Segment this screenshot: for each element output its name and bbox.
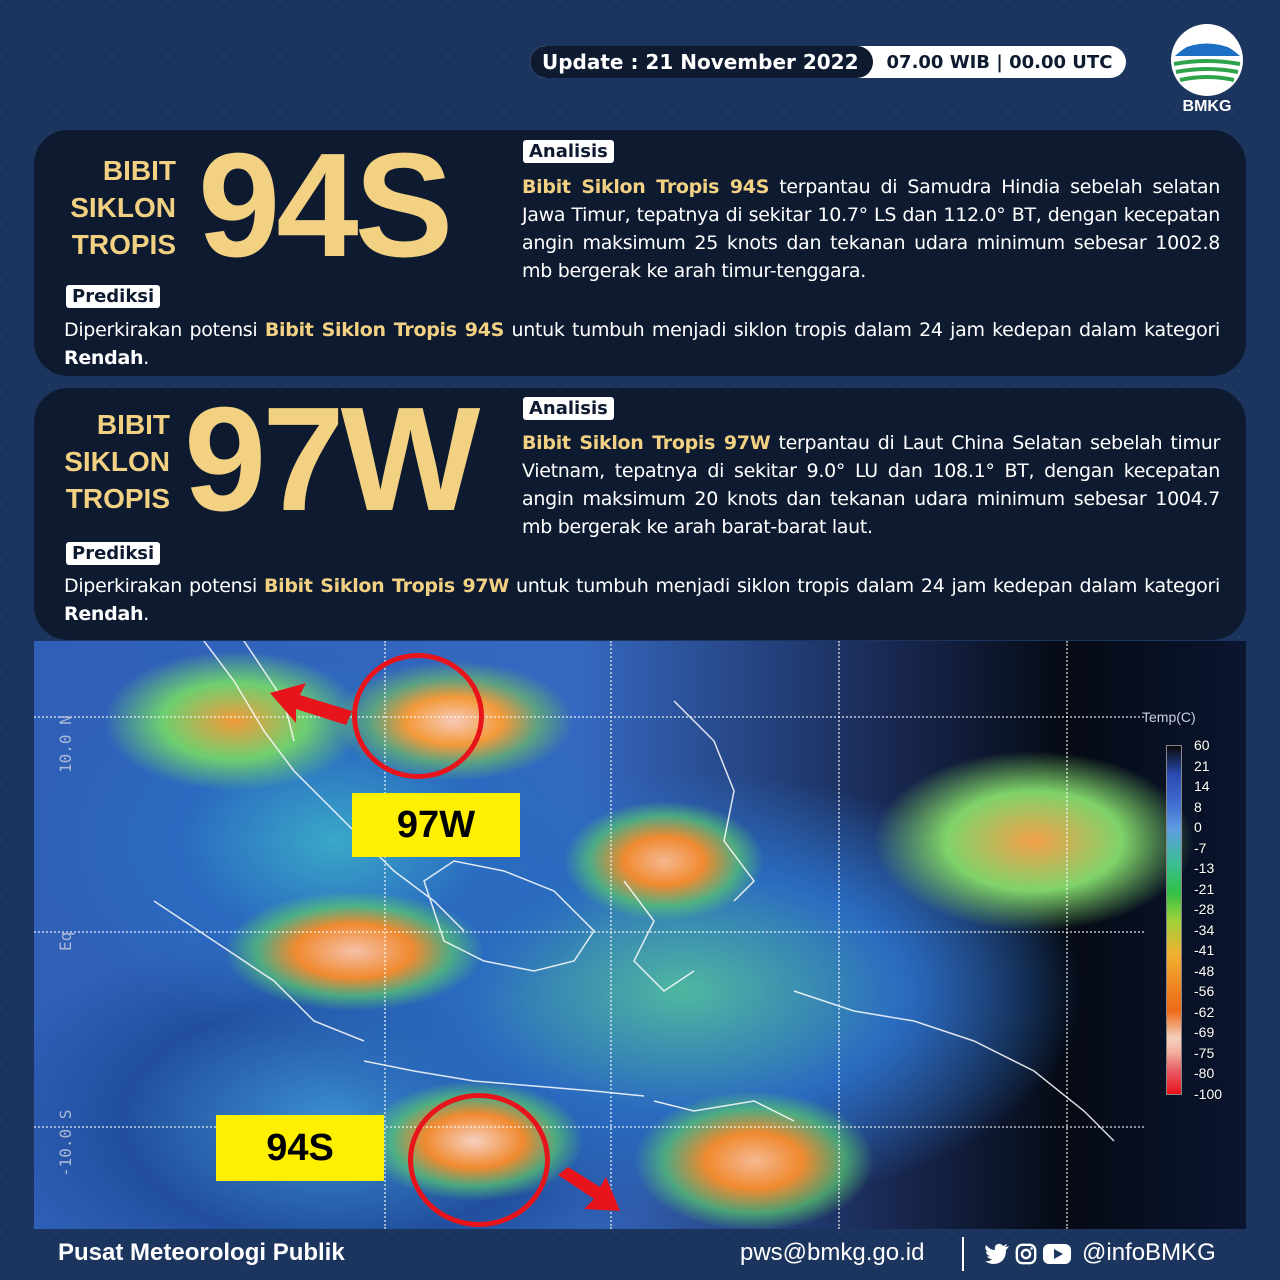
bibit-line-3: TROPIS [71, 229, 176, 260]
label-94s: 94S [216, 1115, 384, 1181]
colorbar-tick: 8 [1194, 798, 1202, 815]
footer-org: Pusat Meteorologi Publik [58, 1239, 345, 1266]
prediksi-name: Bibit Siklon Tropis 94S [264, 319, 505, 341]
cyclone-card-97w [34, 377, 1246, 640]
instagram-icon[interactable] [1014, 1243, 1038, 1265]
lat-label-top: 10.0 N [56, 715, 75, 773]
bibit-line-1: BIBIT [102, 155, 176, 186]
prediksi-post: untuk tumbuh menjadi siklon tropis dalam 24 jam kedepan dalam kategori [504, 319, 1220, 341]
prediksi-tag: Prediksi [66, 285, 160, 308]
colorbar-tick: -48 [1194, 962, 1215, 979]
footer-handle[interactable]: @infoBMKG [1082, 1239, 1216, 1266]
cyclone-code: 97W [184, 377, 477, 542]
prediksi-end: . [143, 347, 149, 369]
analisis-text [522, 173, 1220, 285]
colorbar-tick: -41 [1194, 942, 1215, 958]
colorbar-tick: 21 [1194, 757, 1210, 774]
analisis-name: Bibit Siklon Tropis 97W [522, 432, 771, 454]
update-time: 07.00 WIB | 00.00 UTC [886, 51, 1113, 73]
prediksi-pre: Diperkirakan potensi [64, 319, 265, 341]
bibit-label [64, 152, 176, 263]
label-97w: 97W [352, 793, 520, 857]
prediksi-tag: Prediksi [66, 542, 160, 565]
bibit-line-2: SIKLON [70, 192, 176, 223]
analisis-body: terpantau di Samudra Hindia sebelah selatan Jawa Timur, tepatnya di sekitar 10.7° LS dan 112.0° BT, dengan kecepatan angin maksimum 25 knots dan tekanan udara minimum sebesar 1002.8 mb bergerak ke arah timur-tenggara. [522, 176, 1221, 282]
satellite-map [34, 641, 1246, 1229]
analisis-name: Bibit Siklon Tropis 94S [522, 176, 770, 198]
lat-label-eq: Eq [56, 931, 75, 951]
social-icons [984, 1243, 1072, 1265]
analisis-text [522, 429, 1220, 541]
colorbar-ticks [1194, 737, 1244, 1106]
prediksi-category: Rendah [64, 603, 144, 625]
logo-text: BMKG [1182, 98, 1232, 115]
colorbar-tick: -80 [1194, 1065, 1215, 1081]
footer [0, 1229, 1280, 1280]
colorbar [1166, 745, 1182, 1095]
colorbar-tick: -75 [1194, 1044, 1215, 1061]
prediksi-category: Rendah [64, 347, 144, 369]
prediksi-text [64, 572, 1220, 628]
update-pill [530, 46, 1126, 78]
arrow-94s-icon [554, 1165, 624, 1215]
colorbar-title: Temp(C) [1142, 709, 1196, 725]
arrow-97w-icon [266, 681, 356, 731]
colorbar-tick: -62 [1194, 1003, 1215, 1020]
bibit-line-2: SIKLON [64, 446, 170, 477]
bibit-label [58, 406, 170, 517]
prediksi-name: Bibit Siklon Tropis 97W [263, 575, 510, 597]
prediksi-text [64, 316, 1220, 372]
colorbar-tick: 60 [1194, 737, 1210, 753]
update-date: Update : 21 November 2022 [530, 46, 873, 78]
analisis-tag: Analisis [523, 397, 614, 420]
analisis-body: terpantau di Laut China Selatan sebelah timur Vietnam, tepatnya di sekitar 9.0° LU dan 108.1° BT, dengan kecepatan angin maksimum 20 knots dan tekanan udara minimum sebesar 1004.7 mb bergerak ke arah barat-barat laut. [522, 432, 1220, 538]
colorbar-tick: -21 [1194, 880, 1215, 897]
twitter-icon[interactable] [984, 1243, 1010, 1265]
colorbar-tick: -69 [1194, 1024, 1215, 1040]
colorbar-tick: -100 [1194, 1085, 1223, 1102]
footer-divider [962, 1237, 964, 1271]
colorbar-tick: -56 [1194, 983, 1215, 999]
cyclone-code: 94S [198, 123, 450, 288]
colorbar-tick: -13 [1194, 860, 1215, 876]
prediksi-pre: Diperkirakan potensi [64, 575, 264, 597]
colorbar-tick: 0 [1194, 819, 1202, 835]
prediksi-end: . [143, 603, 149, 625]
ring-94s [408, 1093, 550, 1227]
colorbar-tick: 14 [1194, 778, 1210, 794]
cyclone-card-94s [34, 123, 1246, 376]
colorbar-tick: -28 [1194, 901, 1215, 917]
lat-label-bottom: -10.0 S [56, 1109, 75, 1177]
coastlines [34, 641, 1144, 1229]
bmkg-logo [1162, 22, 1252, 122]
analisis-tag: Analisis [523, 140, 614, 163]
colorbar-tick: -34 [1194, 921, 1215, 938]
prediksi-post: untuk tumbuh menjadi siklon tropis dalam 24 jam kedepan dalam kategori [509, 575, 1220, 597]
footer-email[interactable]: pws@bmkg.go.id [740, 1239, 925, 1266]
colorbar-tick: -7 [1194, 839, 1207, 856]
bibit-line-1: BIBIT [96, 409, 170, 440]
bibit-line-3: TROPIS [65, 483, 170, 514]
ring-97w [352, 653, 484, 779]
youtube-icon[interactable] [1042, 1243, 1072, 1265]
